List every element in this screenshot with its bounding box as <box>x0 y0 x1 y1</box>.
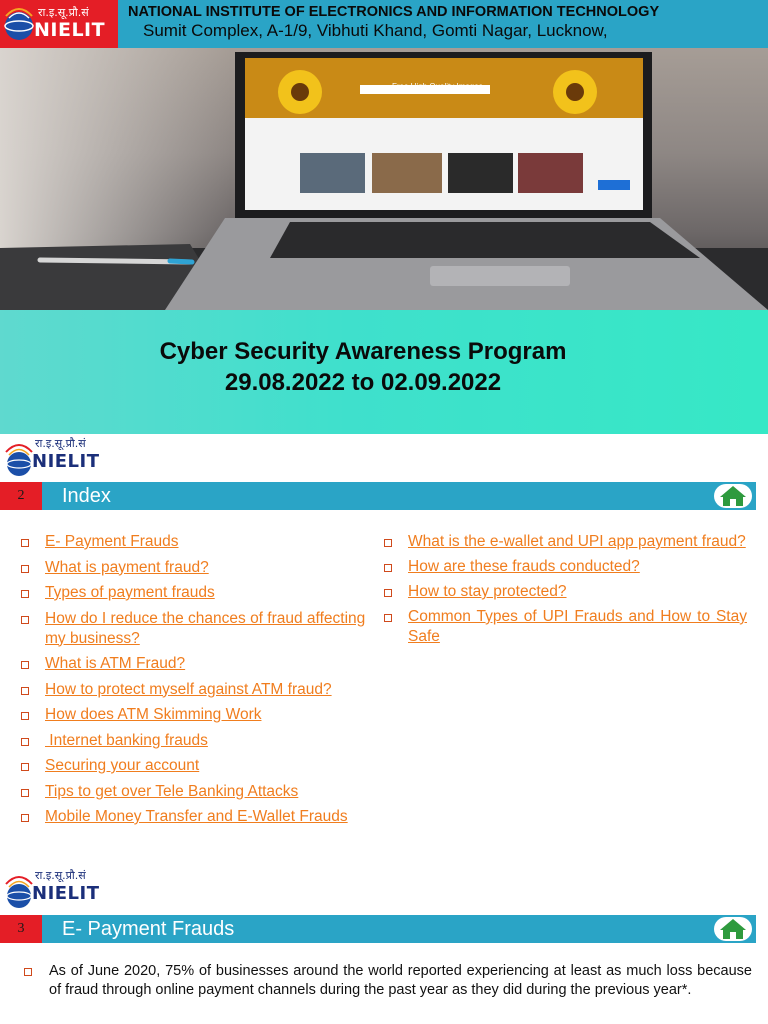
index-title: Index <box>62 485 111 507</box>
index-list-left <box>20 532 384 827</box>
epayment-title: E- Payment Frauds <box>62 918 235 940</box>
laptop-photo <box>0 48 768 310</box>
logo-brand-text: NIELIT <box>34 19 106 41</box>
index-link-reduce-fraud[interactable]: How do I reduce the chances of fraud affecting my business? <box>45 609 366 647</box>
home-button[interactable] <box>714 484 752 508</box>
home-button[interactable] <box>714 917 752 941</box>
list-item <box>383 557 747 577</box>
home-icon <box>714 484 752 508</box>
logo-hindi-text: रा.इ.सू.प्रौ.सं <box>35 869 86 882</box>
index-link-stay-protected[interactable]: How to stay protected? <box>408 583 567 600</box>
index-link-e-payment-frauds[interactable]: E- Payment Frauds <box>45 533 179 550</box>
slide-number: 3 <box>0 915 42 943</box>
index-link-ewallet-upi[interactable]: What is the e-wallet and UPI app payment fraud? <box>408 533 746 550</box>
globe-icon <box>4 866 34 910</box>
index-title-band <box>0 482 756 510</box>
list-item <box>20 558 384 578</box>
index-list-right <box>383 532 747 647</box>
list-item <box>20 782 384 802</box>
globe-icon <box>2 4 36 44</box>
program-title: Cyber Security Awareness Program <box>159 338 567 365</box>
index-link-frauds-conducted[interactable]: How are these frauds conducted? <box>408 558 640 575</box>
list-item <box>383 607 747 647</box>
list-item <box>20 609 384 649</box>
index-link-payment-fraud[interactable]: What is payment fraud? <box>45 558 209 576</box>
header-bar <box>0 0 768 48</box>
nielit-logo <box>0 0 118 48</box>
logo-brand-text: NIELIT <box>32 451 100 472</box>
index-link-atm-fraud[interactable]: What is ATM Fraud? <box>45 655 186 672</box>
index-link-upi-frauds[interactable]: Common Types of UPI Frauds and How to Stay Safe <box>408 608 747 645</box>
logo-hindi-text: रा.इ.सू.प्रौ.सं <box>38 6 89 19</box>
logo-hindi-text: रा.इ.सू.प्रौ.सं <box>35 437 86 450</box>
list-item <box>20 532 384 552</box>
program-dates: 29.08.2022 to 02.09.2022 <box>224 369 502 396</box>
list-item <box>20 654 384 674</box>
list-item <box>383 582 747 602</box>
logo-brand-text: NIELIT <box>32 883 100 904</box>
program-banner <box>0 310 768 434</box>
home-icon <box>714 917 752 941</box>
list-item <box>20 680 384 700</box>
list-item <box>383 532 747 552</box>
screen-text: Free High Quality Images <box>392 82 483 91</box>
index-link-internet-banking[interactable]: Internet banking frauds <box>45 731 208 749</box>
slide3-logo <box>4 864 114 912</box>
index-link-securing-account[interactable]: Securing your account <box>45 757 200 774</box>
list-item <box>20 756 384 776</box>
list-item <box>20 583 384 603</box>
institute-name: NATIONAL INSTITUTE OF ELECTRONICS AND INFORMATION TECHNOLOGY <box>128 4 660 20</box>
index-link-types-payment-frauds[interactable]: Types of payment frauds <box>45 584 215 601</box>
institute-address: Sumit Complex, A-1/9, Vibhuti Khand, Gomti Nagar, Lucknow, <box>143 21 608 40</box>
globe-icon <box>4 434 34 478</box>
index-link-protect-atm[interactable]: How to protect myself against ATM fraud? <box>45 680 332 698</box>
list-item <box>20 807 384 827</box>
epayment-paragraph: As of June 2020, 75% of businesses around the world reported experiencing at least as much loss because of fraud through online payment channels during the past year as they did during the previous year*. <box>22 962 752 1000</box>
list-item <box>20 731 384 751</box>
epayment-title-band <box>0 915 756 943</box>
list-item <box>20 705 384 725</box>
index-link-atm-skimming[interactable]: How does ATM Skimming Work <box>45 706 262 723</box>
slide2-logo <box>4 432 114 480</box>
index-link-mobile-money[interactable]: Mobile Money Transfer and E-Wallet Frauds <box>45 808 348 825</box>
index-link-tele-banking[interactable]: Tips to get over Tele Banking Attacks <box>45 782 299 800</box>
slide-number: 2 <box>0 482 42 510</box>
